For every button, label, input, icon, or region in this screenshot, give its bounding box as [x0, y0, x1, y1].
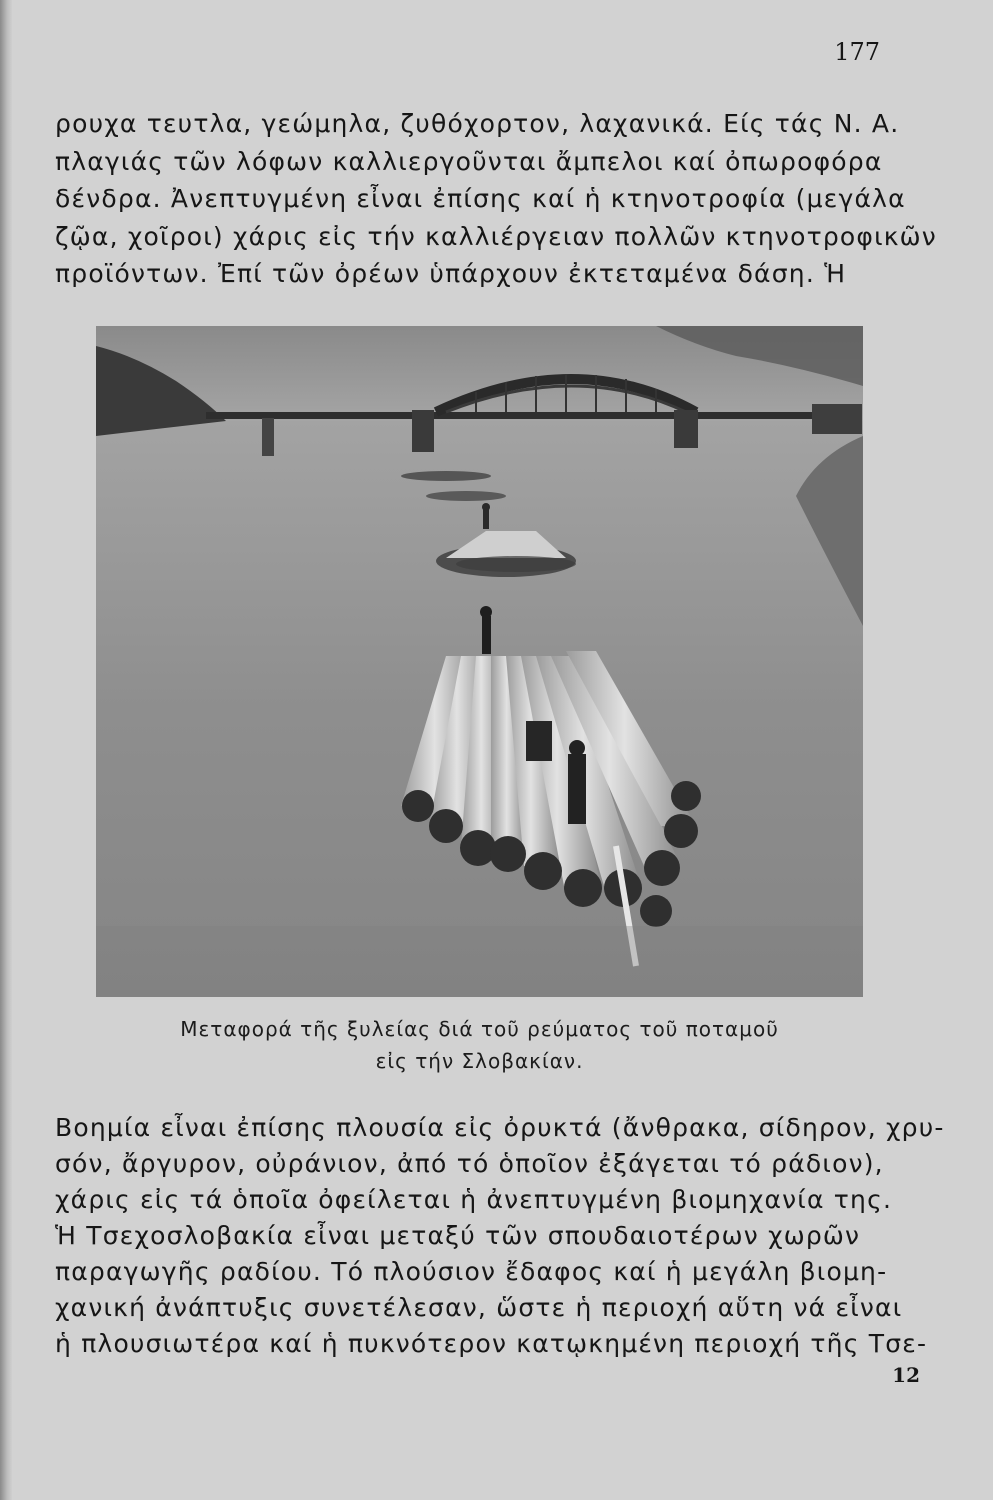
page-number: 177 — [834, 38, 880, 66]
text-line: σόν, ἄργυρον, οὐράνιον, ἀπό τό ὁποῖον ἐξάγεται τό ράδιον), — [55, 1149, 884, 1178]
figure-caption-line2: εἰς τήν Σλοβακίαν. — [375, 1049, 584, 1073]
river-rafts-photo — [96, 326, 863, 997]
text-line: πλαγιάς τῶν λόφων καλλιεργοῦνται ἄμπελοι καί ὀπωροφόρα — [55, 146, 883, 176]
text-line: Βοημία εἶναι ἐπίσης πλουσία εἰς ὀρυκτά (ἄνθρακα, σίδηρον, χρυ- — [55, 1113, 945, 1142]
text-line: παραγωγῆς ραδίου. Τό πλούσιον ἔδαφος καί ἡ μεγάλη βιομη- — [55, 1257, 888, 1286]
signature-mark: 12 — [892, 1363, 920, 1387]
text-line: δένδρα. Ἀνεπτυγμένη εἶναι ἐπίσης καί ἡ κτηνοτροφία (μεγάλα — [55, 184, 906, 213]
book-spine-shadow — [0, 0, 12, 1500]
text-line: ρουχα τευτλα, γεώμηλα, ζυθόχορτον, λαχανικά. Είς τάς Ν. Α. — [55, 109, 900, 138]
text-line: χάρις εἰς τά ὁποῖα ὀφείλεται ἡ ἀνεπτυγμένη βιομηχανία της. — [55, 1185, 893, 1214]
text-line: προϊόντων. Ἐπί τῶν ὀρέων ὑπάρχουν ἐκτεταμένα δάση. Ἡ — [55, 259, 847, 288]
text-line: χανική ἀνάπτυξις συνετέλεσαν, ὥστε ἡ περιοχή αὕτη νά εἶναι — [55, 1293, 903, 1322]
figure-caption-line1: Μεταφορά τῆς ξυλείας διά τοῦ ρεύματος τοῦ ποταμοῦ — [180, 1017, 779, 1041]
text-line: Ἡ Τσεχοσλοβακία εἶναι μεταξύ τῶν σπουδαιοτέρων χωρῶν — [55, 1221, 861, 1250]
paragraph-bottom — [55, 1110, 945, 1362]
paragraph-top — [55, 105, 937, 293]
text-line: ζῷα, χοῖροι) χάρις εἰς τήν καλλιέργειαν πολλῶν κτηνοτροφικῶν — [55, 221, 937, 251]
text-line: ἡ πλουσιωτέρα καί ἡ πυκνότερον κατῳκημένη περιοχή τῆς Τσε- — [55, 1329, 928, 1358]
